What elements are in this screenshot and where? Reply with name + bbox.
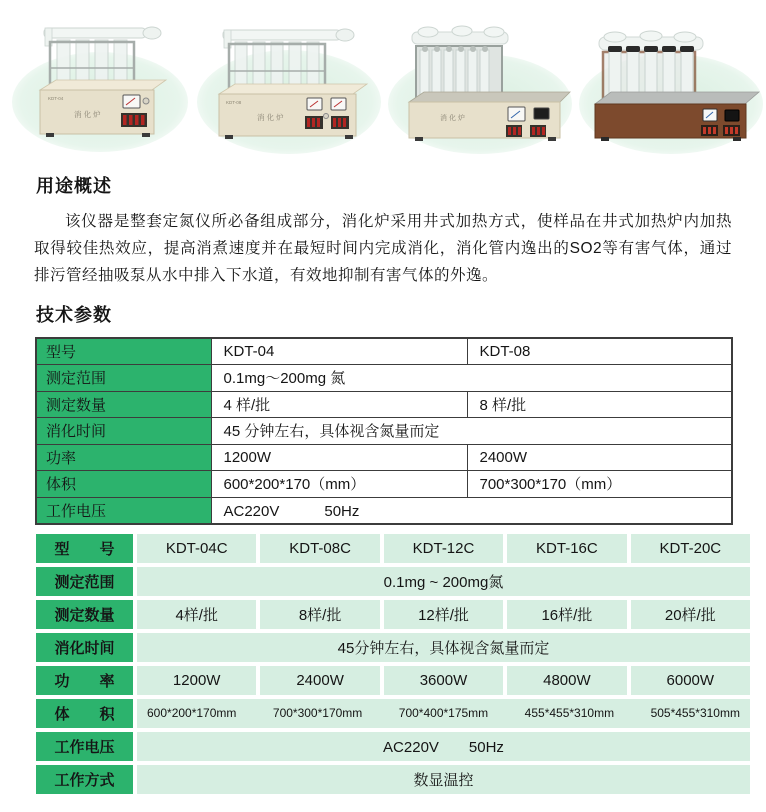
- t1-value-voltage: AC220V 50Hz: [211, 497, 732, 524]
- product-photo-kdt-04: [2, 4, 193, 156]
- product-nameplate: 消 化 炉: [440, 115, 465, 122]
- t2-size-value: 505*455*310mm: [650, 706, 740, 720]
- t2-value-quantity: 16样/批: [507, 600, 626, 629]
- t2-value-time: 45分钟左右，具体视含氮量而定: [137, 633, 750, 662]
- spec-table-kdtc: [36, 534, 750, 794]
- t2-label-range: 测定范围: [36, 567, 133, 596]
- t1-value-power: 1200W: [211, 444, 467, 471]
- product-photo-kdt-08: [193, 4, 384, 156]
- overview-heading: 用途概述: [36, 176, 112, 196]
- t2-value-quantity: 8样/批: [260, 600, 379, 629]
- t1-row-range: [36, 365, 732, 392]
- t2-value-model: KDT-12C: [384, 534, 503, 563]
- t2-value-model: KDT-04C: [137, 534, 256, 563]
- t1-value-model: KDT-04: [211, 338, 467, 365]
- t1-value-range: 0.1mg～200mg 氮: [211, 365, 732, 392]
- t2-value-size: [137, 699, 750, 728]
- t2-label-power: 功 率: [36, 666, 133, 695]
- t2-label-quantity: 测定数量: [36, 600, 133, 629]
- product-photo-kdt-12c: [384, 4, 575, 156]
- t2-value-model: KDT-08C: [260, 534, 379, 563]
- t2-value-model: KDT-20C: [631, 534, 750, 563]
- t2-value-power: 4800W: [507, 666, 626, 695]
- t2-size-value: 600*200*170mm: [147, 706, 237, 720]
- product-nameplate: 消 化 炉: [74, 110, 101, 119]
- t1-label-size: 体积: [36, 471, 211, 498]
- model-nameplate: KDT-04: [48, 96, 64, 101]
- t2-value-mode: 数显温控: [137, 765, 750, 794]
- t2-value-quantity: 20样/批: [631, 600, 750, 629]
- t1-row-voltage: [36, 497, 732, 524]
- t1-value-size: 600*200*170（mm）: [211, 471, 467, 498]
- overview-paragraph: 该仪器是整套定氮仪所必备组成部分，消化炉采用井式加热方式，使样品在井式加热炉内加热取得较佳热效应，提高消煮速度并在最短时间内完成消化，消化管内逸出的SO2等有害气体，通过排污管经抽吸泵从水中排入下水道，有效地抑制有害气体的外逸。: [34, 213, 732, 284]
- t2-label-time: 消化时间: [36, 633, 133, 662]
- glass-manifold: [412, 26, 508, 44]
- t2-value-power: 3600W: [384, 666, 503, 695]
- t2-label-size: 体 积: [36, 699, 133, 728]
- machine-body: [40, 80, 166, 137]
- t2-value-model: KDT-16C: [507, 534, 626, 563]
- t2-value-power: 1200W: [137, 666, 256, 695]
- t2-size-value: 700*400*175mm: [398, 706, 489, 720]
- t2-value-quantity: 12样/批: [384, 600, 503, 629]
- t1-value-quantity: 4 样/批: [211, 391, 467, 418]
- t2-value-power: 6000W: [631, 666, 750, 695]
- t2-value-range: 0.1mg ~ 200mg氮: [137, 567, 750, 596]
- product-photo-strip: [0, 0, 766, 160]
- t1-row-size: [36, 471, 732, 498]
- t1-value-power: 2400W: [467, 444, 732, 471]
- t1-label-power: 功率: [36, 444, 211, 471]
- t1-label-model: 型号: [36, 338, 211, 365]
- t2-size-value: 700*300*170mm: [272, 706, 363, 720]
- machine-body: [219, 84, 367, 139]
- t2-label-model: 型 号: [36, 534, 133, 563]
- t1-value-size: 700*300*170（mm）: [467, 471, 732, 498]
- t1-row-model: [36, 338, 732, 365]
- t2-label-mode: 工作方式: [36, 765, 133, 794]
- t2-value-quantity: 4样/批: [137, 600, 256, 629]
- specs-heading: 技术参数: [36, 305, 112, 325]
- t1-label-time: 消化时间: [36, 418, 211, 445]
- product-nameplate: 消 化 炉: [257, 113, 284, 122]
- product-photo-kdt-20c: [575, 4, 766, 156]
- model-nameplate: KDT-08: [226, 100, 242, 105]
- t1-label-range: 测定范围: [36, 365, 211, 392]
- t2-value-voltage: AC220V 50Hz: [137, 732, 750, 761]
- t1-value-time: 45 分钟左右，具体视含氮量而定: [211, 418, 732, 445]
- t1-label-voltage: 工作电压: [36, 497, 211, 524]
- t1-value-model: KDT-08: [467, 338, 732, 365]
- t2-label-voltage: 工作电压: [36, 732, 133, 761]
- t1-row-quantity: [36, 391, 732, 418]
- t2-size-value: 455*455*310mm: [524, 706, 615, 720]
- t2-value-power: 2400W: [260, 666, 379, 695]
- spec-table-kdt: [35, 337, 733, 525]
- t1-value-quantity: 8 样/批: [467, 391, 732, 418]
- t1-row-power: [36, 444, 732, 471]
- t1-row-time: [36, 418, 732, 445]
- t1-label-quantity: 测定数量: [36, 391, 211, 418]
